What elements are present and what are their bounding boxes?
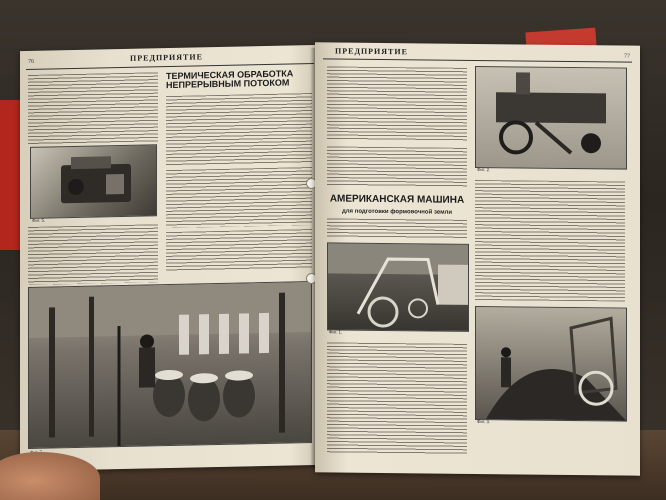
machine-front-photo (327, 242, 469, 331)
right-page-number: 77 (624, 53, 630, 60)
machine-sand-photo (475, 306, 627, 422)
machine-front-graphic (328, 243, 468, 330)
machine-sand-graphic (476, 307, 626, 421)
machine-front-caption: Фиг. 1. (329, 329, 343, 335)
furnace-machine-graphic (31, 145, 156, 218)
left-text-column-1 (28, 72, 158, 145)
left-running-head: ПРЕДПРИЯТИЕ (130, 52, 203, 63)
right-page (315, 42, 640, 475)
left-page (20, 45, 320, 471)
furnace-caption: Фиг. 5. (32, 217, 46, 223)
right-text-column-3 (475, 180, 625, 302)
machine-side-caption: Фиг. 2. (477, 166, 491, 173)
right-text-column-2 (327, 146, 467, 187)
right-article-subtitle: для подготовки формовочной земли (341, 208, 453, 216)
factory-machines-graphic (29, 282, 311, 448)
left-article-title: ТЕРМИЧЕСКАЯ ОБРАБОТКА НЕПРЕРЫВНЫМ ПОТОКОМ (166, 68, 294, 91)
right-intro-text (327, 218, 467, 239)
left-text-column-4 (28, 224, 158, 285)
left-text-column-2 (166, 93, 312, 166)
right-article-title: АМЕРИКАНСКАЯ МАШИНА (329, 193, 465, 206)
right-text-column-1 (327, 66, 467, 141)
right-text-column-4 (327, 342, 467, 453)
machine-side-graphic (476, 67, 626, 169)
factory-floor-photo (28, 281, 312, 449)
left-text-column-5 (166, 229, 312, 272)
machine-side-photo (475, 66, 627, 170)
header-rule (323, 58, 632, 62)
furnace-photo (30, 144, 157, 219)
right-running-head: ПРЕДПРИЯТИЕ (335, 46, 408, 57)
left-page-number: 76 (28, 58, 34, 65)
machine-sand-caption: Фиг. 3. (477, 418, 491, 425)
open-magazine (10, 38, 660, 478)
left-text-column-3 (166, 167, 312, 228)
